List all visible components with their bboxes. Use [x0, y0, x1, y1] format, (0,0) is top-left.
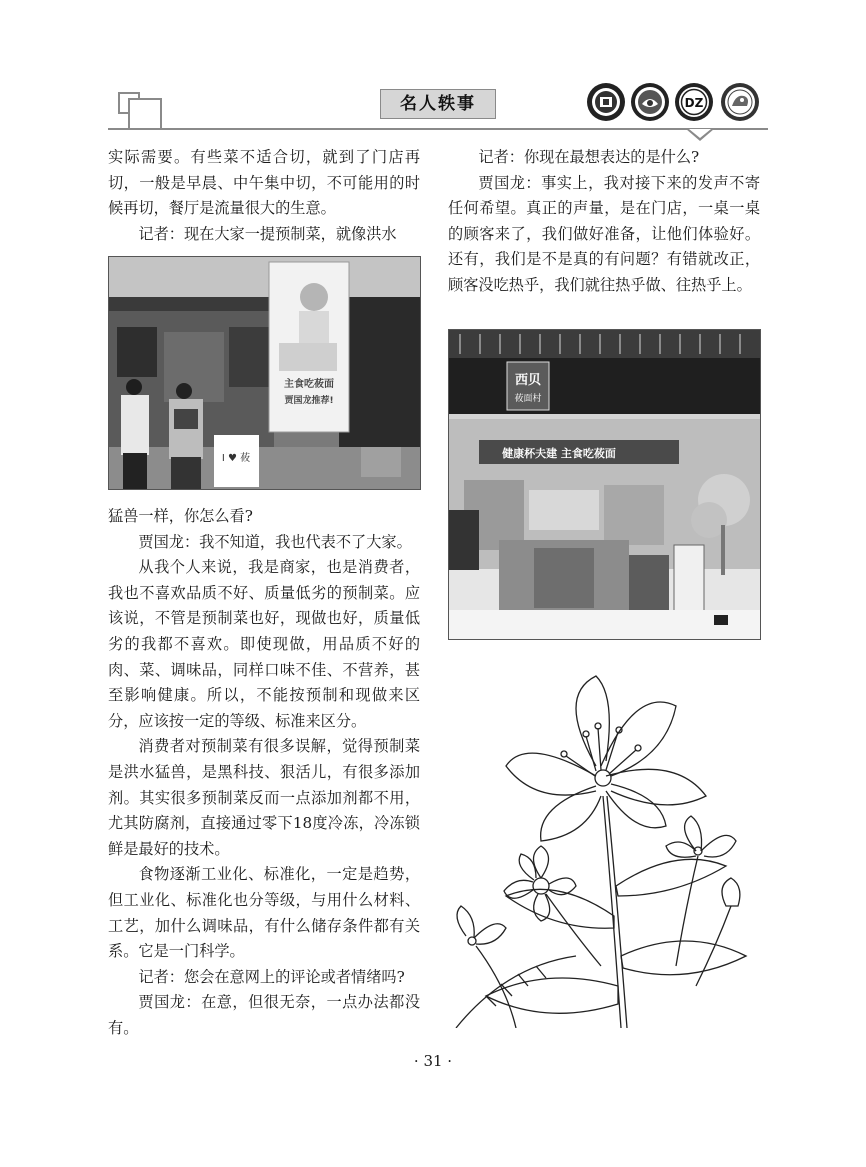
paragraph: 实际需要。有些菜不适合切，就到了门店再切，一般是早晨、中午集中切，不可能用的时候再切，餐厅是流量很大的生意。 [108, 148, 420, 218]
flower-illustration [446, 666, 760, 1028]
paragraph: 猛兽一样，你怎么看? [108, 507, 253, 525]
header-deco-square-large [128, 98, 162, 130]
left-column-top [108, 145, 420, 247]
restaurant-interior-photo [108, 256, 421, 490]
emblem-4-icon [720, 82, 760, 122]
emblem-1-icon [586, 82, 626, 122]
paragraph: 贾国龙：事实上，我对接下来的发声不寄任何希望。真正的声量，是在门店，一桌一桌的顾客来了，我们做好准备，让他们体验好。还有，我们是不是真的有问题？有错就改正，顾客没吃热乎，我们就往热乎做、往热乎上。 [448, 173, 760, 294]
paragraph: 记者：你现在最想表达的是什么? [478, 148, 700, 166]
right-column-top [448, 145, 760, 299]
left-column-bottom [108, 504, 420, 1041]
emblem-dz-icon [674, 82, 714, 122]
brand-name: 西贝 [514, 373, 542, 388]
page-number: · 31 · [413, 1052, 453, 1070]
counter-text: I ♥ 莜 [221, 453, 251, 464]
banner-text: 健康杯夫建 主食吃莜面 [502, 447, 616, 460]
paragraph: 贾国龙：我不知道，我也代表不了大家。 [138, 532, 412, 551]
emblem-dz-text: DZ [684, 96, 704, 110]
paragraph: 食物逐渐工业化、标准化，一定是趋势，但工业化、标准化也分等级，与用什么材料、工艺，加什么调味品，有什么储存条件都有关系。它是一门科学。 [108, 865, 420, 961]
header-rule [108, 128, 768, 130]
sign-text: 主食吃莜面 [284, 379, 334, 390]
brand-subname: 莜面村 [514, 394, 542, 404]
sign-subtext: 贾国龙推荐! [284, 396, 334, 406]
storefront-photo [448, 329, 761, 640]
paragraph: 记者：您会在意网上的评论或者情绪吗? [138, 967, 405, 986]
section-title: 名人轶事 [380, 89, 496, 119]
paragraph: 贾国龙：在意，但很无奈，一点办法都没有。 [108, 993, 420, 1037]
paragraph: 记者：现在大家一提预制菜，就像洪水 [138, 224, 397, 243]
paragraph: 消费者对预制菜有很多误解，觉得预制菜是洪水猛兽，是黑科技、狠活儿，有很多添加剂。其实很多预制菜反而一点添加剂都不用，尤其防腐剂，直接通过零下18度冷冻，冷冻锁鲜是最好的技术。 [108, 737, 420, 858]
emblem-2-icon [630, 82, 670, 122]
paragraph: 从我个人来说，我是商家，也是消费者，我也不喜欢品质不好、质量低劣的预制菜。应该说，不管是预制菜也好，现做也好，质量低劣的我都不喜欢。即使现做，用品质不好的肉、菜、调味品，同样口味不佳、不营养，甚至影响健康。所以，不能按预制和现做来区分，应该按一定的等级、标准来区分。 [108, 558, 420, 730]
